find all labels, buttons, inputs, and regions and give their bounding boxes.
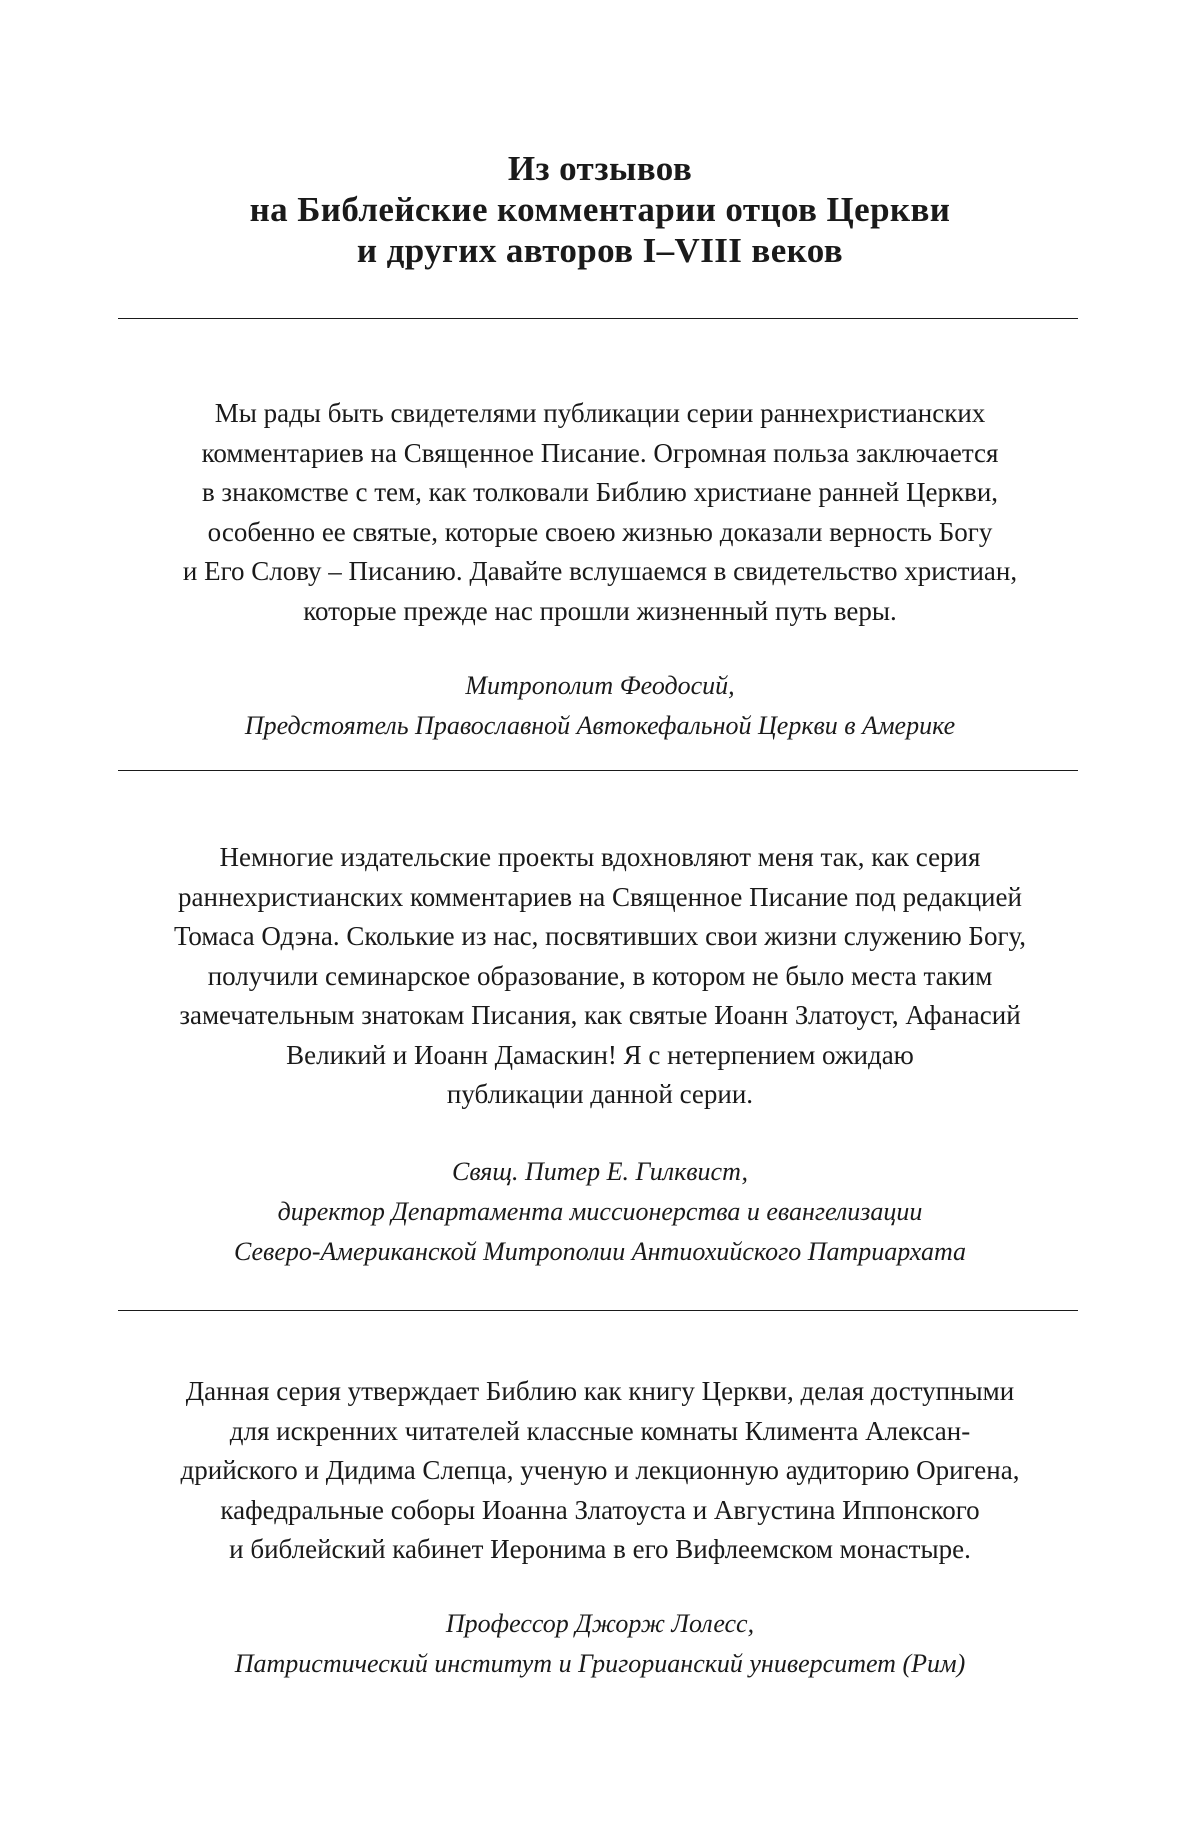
review-line: раннехристианских комментариев на Священное Писание под редакцией — [178, 881, 1022, 912]
divider — [118, 1310, 1078, 1311]
review-line: получили семинарское образование, в котором не было места таким — [207, 960, 993, 991]
attribution-line: Северо-Американской Митрополии Антиохийского Патриархата — [233, 1237, 967, 1266]
review-line: которые прежде нас прошли жизненный путь веры. — [303, 595, 897, 626]
review-line: и Его Слову – Писанию. Давайте вслушаемся в свидетельство христиан, — [182, 556, 1018, 586]
title-line: на Библейские комментарии отцов Церкви — [249, 190, 951, 229]
review-attribution — [70, 1604, 1130, 1684]
review-text — [70, 1372, 1130, 1570]
review-line: Немногие издательские проекты вдохновляют меня так, как серия — [219, 842, 981, 872]
review-line: кафедральные соборы Иоанна Златоуста и Августина Иппонского — [220, 1494, 980, 1525]
review-line: Мы рады быть свидетелями публикации серии раннехристианских — [214, 398, 986, 428]
review-attribution — [70, 666, 1130, 746]
review-line: для искренних читателей классные комнаты Климента Алексан- — [229, 1415, 971, 1446]
page-title — [100, 148, 1100, 271]
review-line: комментариев на Священное Писание. Огромная польза заключается — [201, 437, 999, 468]
attribution-line: директор Департамента миссионерства и евангелизации — [277, 1197, 923, 1226]
attribution-line: Предстоятель Православной Автокефальной Церкви в Америке — [244, 711, 956, 740]
review-line: замечательным знатокам Писания, как святые Иоанн Златоуст, Афанасий — [179, 1000, 1021, 1030]
review-line: Данная серия утверждает Библию как книгу Церкви, делая доступными — [185, 1376, 1015, 1406]
attribution-line: Митрополит Феодосий, — [465, 671, 735, 700]
review-line: дрийского и Дидима Слепца, ученую и лекционную аудиторию Оригена, — [180, 1455, 1020, 1485]
attribution-line: Свящ. Питер Е. Гилквист, — [451, 1157, 749, 1186]
review-line: и библейский кабинет Иеронима в его Вифлеемском монастыре. — [229, 1534, 971, 1564]
attribution-line: Профессор Джорж Лолесс, — [445, 1609, 755, 1638]
divider — [118, 770, 1078, 771]
review-line: Великий и Иоанн Дамаскин! Я с нетерпением ожидаю — [286, 1039, 914, 1070]
review-text — [70, 838, 1130, 1115]
review-line: публикации данной серии. — [446, 1079, 754, 1109]
title-line: и других авторов I–VIII веков — [356, 231, 844, 270]
review-text — [70, 394, 1130, 631]
title-line: Из отзывов — [507, 149, 693, 188]
review-attribution — [70, 1152, 1130, 1272]
review-line: Томаса Одэна. Сколькие из нас, посвятивших свои жизни служению Богу, — [173, 921, 1027, 951]
review-line: особенно ее святые, которые своею жизнью доказали верность Богу — [207, 516, 993, 547]
review-line: в знакомстве с тем, как толковали Библию христиане ранней Церкви, — [201, 477, 999, 507]
divider — [118, 318, 1078, 319]
attribution-line: Патристический институт и Григорианский университет (Рим) — [234, 1649, 966, 1678]
